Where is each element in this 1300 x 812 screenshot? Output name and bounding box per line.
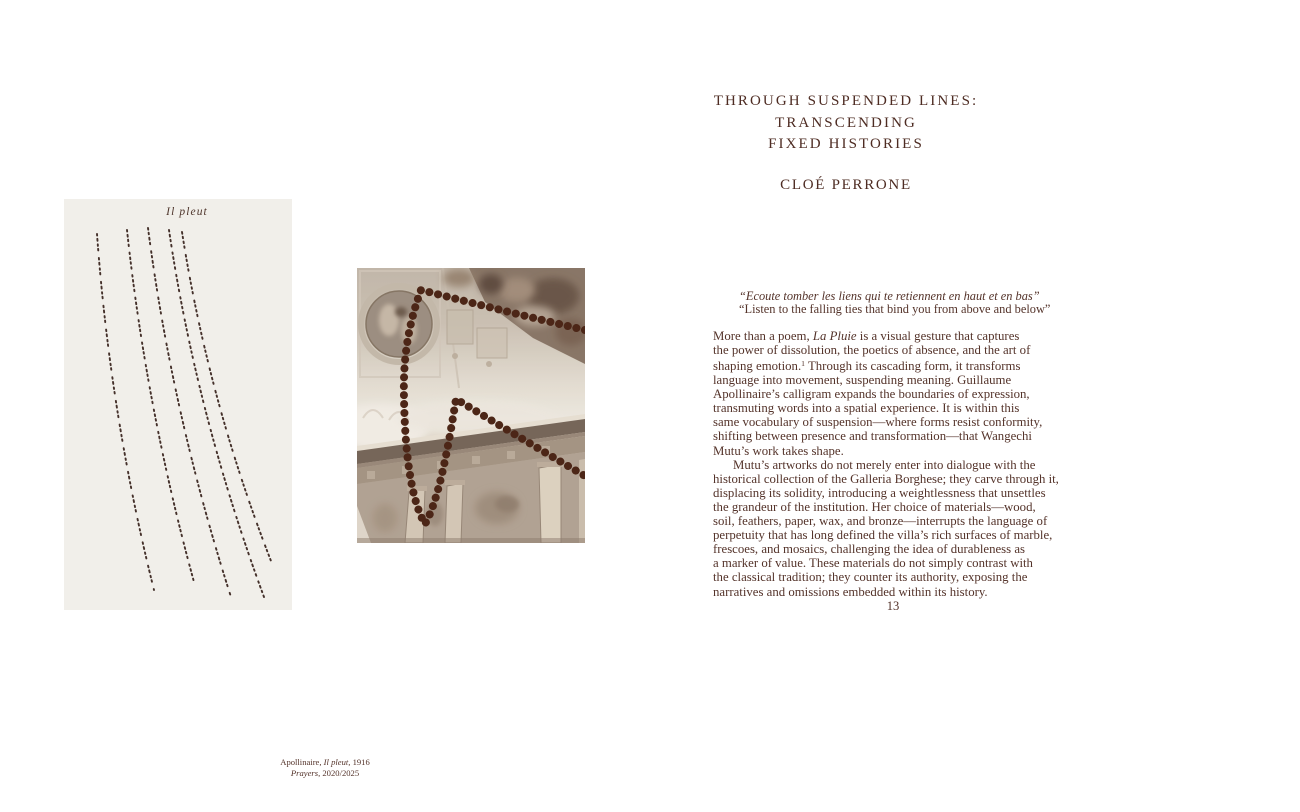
rain-line xyxy=(148,228,231,597)
installation-photo xyxy=(357,268,585,543)
essay-title: THROUGH SUSPENDED LINES: TRANSCENDING FIXED HISTORIES xyxy=(713,93,979,153)
rain-lines-graphic xyxy=(64,199,292,610)
rain-line xyxy=(182,232,271,561)
epigraph: “Ecoute tomber les liens qui te retiennent en haut et en bas” “Listen to the falling ties that bind you from above and below” xyxy=(739,289,1051,317)
rain-line xyxy=(127,230,194,582)
essay-author: CLOÉ PERRONE xyxy=(780,177,912,193)
figure-caption: Apollinaire, Il pleut, 1916 Prayers, 2020/2025 xyxy=(280,757,370,778)
page-number: 13 xyxy=(886,599,900,613)
essay-body: More than a poem, La Pluie is a visual gesture that captures the power of dissolution, the poetics of absence, and the art of shaping emotion.$^1$ Through its cascading form, it transforms language into movement, suspending meaning. Guillaume Apollinaire’s calligram expands the boundaries of expression, transmuting words into a spatial experience. It is within this same vocabulary of suspension—where forms resist conformity, shifting between presence and transformation—that Wangechi Mutu’s work takes shape. Mutu’s artworks do not merely enter into dialogue with the historical collection of the Galleria Borghese; they carve through it, displacing its solidity, introducing a weightlessness that unsettles the grandeur of the institution. Her choice of materials—wood, soil, feathers, paper, wax, and bronze—interrupts the language of perpetuity that has long defined the villa’s rich surfaces of marble, frescoes, and mosaics, challenging the idea of durableness as a marker of value. These materials do not simply contrast with the classical tradition; they counter its authority, exposing the narratives and omissions embedded within its history. xyxy=(713,329,1059,599)
right-page xyxy=(650,0,1300,812)
borghese-interior-graphic xyxy=(357,268,585,543)
calligram-title: Il pleut xyxy=(166,206,208,218)
rain-line xyxy=(97,234,154,590)
calligram-figure xyxy=(64,199,292,610)
